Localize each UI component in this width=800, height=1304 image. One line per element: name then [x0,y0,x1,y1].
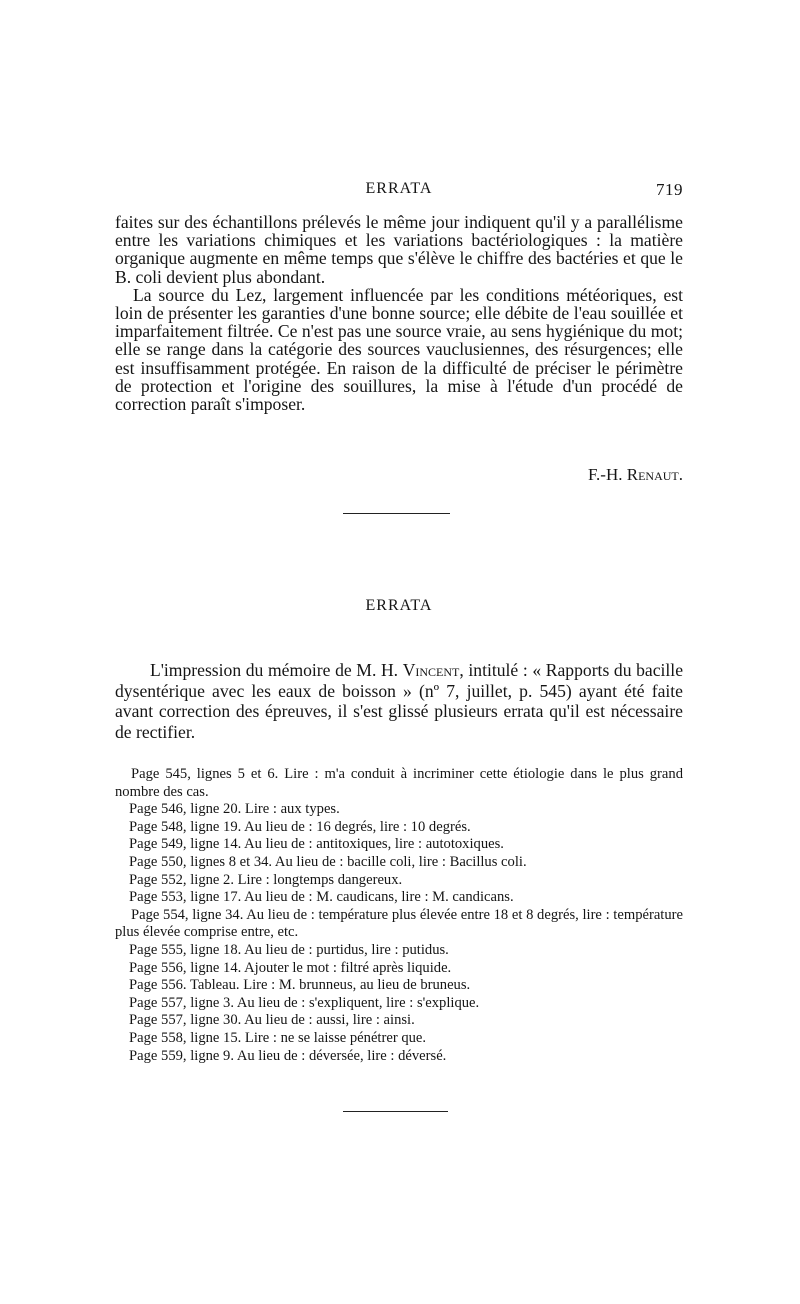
errata-item: Page 546, ligne 20. Lire : aux types. [129,801,340,818]
errata-item: Page 555, ligne 18. Au lieu de : purtidus, lire : putidus. [129,941,449,958]
errata-title: ERRATA [365,597,433,614]
signature-name: Renaut. [626,465,683,484]
intro-after-name: , intitulé : « Rapports du bacille dysentérique avec les eaux de boisson » (nº 7, juillet, p. 545) ayant été faite avant correction des épreuves, il s'est glissé plusieurs errata qu'il est nécessaire de rectifier. [115,660,683,742]
errata-item: Page 553, ligne 17. Au lieu de : M. caudicans, lire : M. candicans. [129,889,514,906]
intro-author: Vincent [402,660,460,680]
author-signature [500,465,683,485]
errata-item: Page 556, ligne 14. Ajouter le mot : filtré après liquide. [129,959,452,976]
errata-item: Page 557, ligne 30. Au lieu de : aussi, lire : ainsi. [129,1012,415,1029]
signature-initials: F.-H. [587,465,627,484]
errata-item: Page 554, ligne 34. Au lieu de : température plus élevée entre 18 et 8 degrés, lire : température plus élevée comprise entre, etc. [115,906,683,941]
page-number: 719 [656,180,683,199]
errata-item: Page 552, ligne 2. Lire : longtemps dangereux. [129,871,403,888]
end-divider [343,1111,448,1112]
errata-list [115,766,683,1065]
paragraph-2: La source du Lez, largement influencée par les conditions météoriques, est loin de présenter les garanties d'une bonne source; elle débite de l'eau souillée et imparfaitement filtrée. Ce n'est pas une source vraie, au sens hygiénique du mot; elle se range dans la catégorie des sources vauclusiennes, des résurgences; elle est insuffisamment protégée. En raison de la difficulté de préciser le périmètre de protection et l'origine des souillures, la mise à l'étude d'un procédé de correction paraît s'imposer. [115,284,683,415]
running-head [115,180,683,204]
errata-item: Page 559, ligne 9. Au lieu de : déversée, lire : déversé. [129,1047,447,1064]
paragraph-1: faites sur des échantillons prélevés le même jour indiquent qu'il y a parallélisme entre les variations chimiques et les variations bactériologiques : la matière organique augmente en même temps que s'élève le chiffre des bactéries et que le B. coli devient plus abondant. [115,212,683,287]
running-head-title: ERRATA [365,180,433,197]
errata-item: Page 556. Tableau. Lire : M. brunneus, au lieu de bruneus. [129,977,471,994]
continuation-text [115,213,683,413]
errata-item: Page 548, ligne 19. Au lieu de : 16 degrés, lire : 10 degrés. [129,818,471,835]
errata-item: Page 549, ligne 14. Au lieu de : antitoxiques, lire : autotoxiques. [129,836,504,853]
errata-item: Page 545, lignes 5 et 6. Lire : m'a conduit à incriminer cette étiologie dans le plus grand nombre des cas. [115,766,683,800]
errata-item: Page 558, ligne 15. Lire : ne se laisse pénétrer que. [129,1029,427,1046]
section-divider [343,513,450,514]
errata-item: Page 557, ligne 3. Au lieu de : s'expliquent, lire : s'explique. [129,994,480,1011]
errata-intro [115,660,683,742]
errata-item: Page 550, lignes 8 et 34. Au lieu de : bacille coli, lire : Bacillus coli. [129,853,527,870]
intro-before-name: L'impression du mémoire de M. H. [150,660,403,680]
